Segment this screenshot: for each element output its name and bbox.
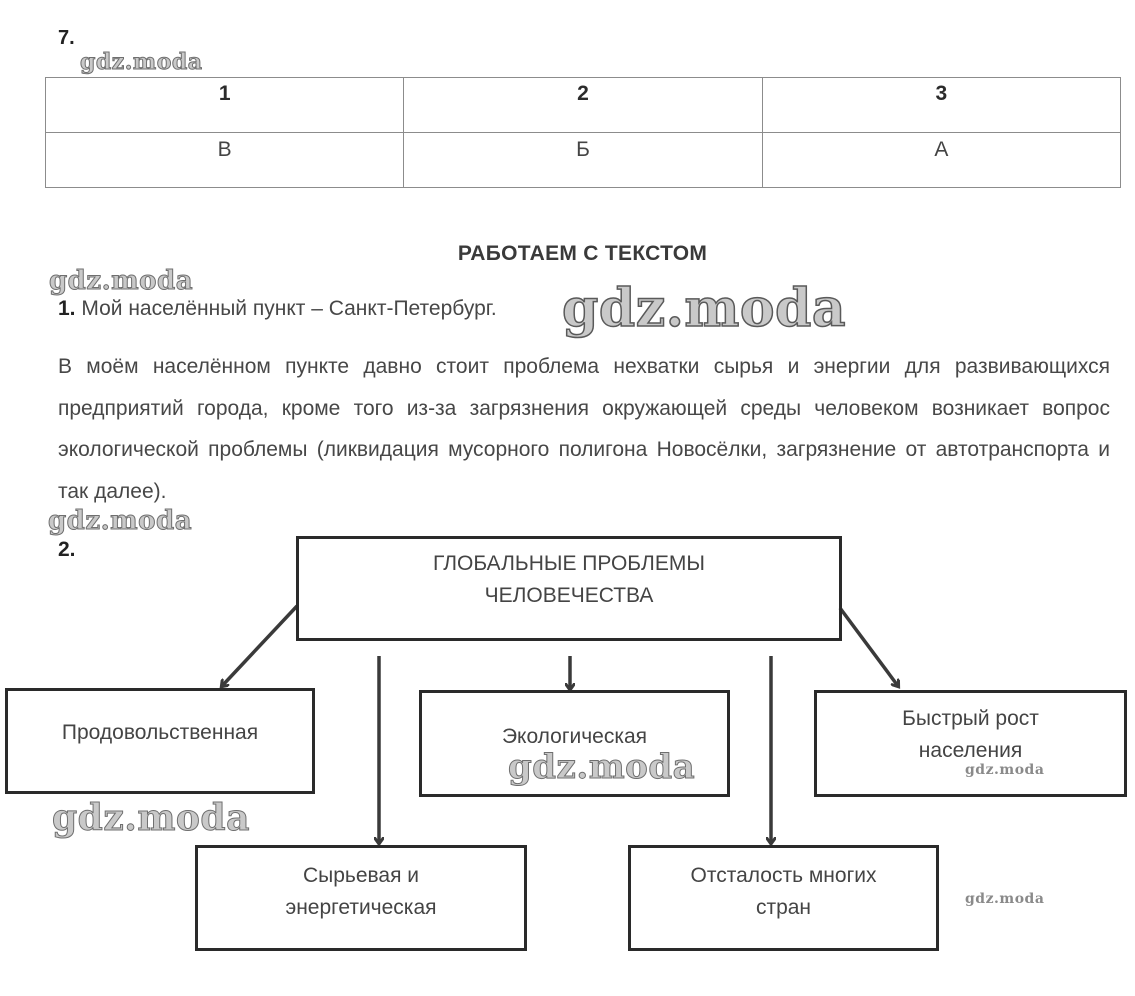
item-2-number: 2. [58,538,76,561]
watermark: gdz.moda [48,506,193,536]
table-header-cell: 1 [46,78,404,133]
diagram-root-label: ГЛОБАЛЬНЫЕ ПРОБЛЕМЫ ЧЕЛОВЕЧЕСТВА [433,552,705,607]
diagram-node-backwardness [628,845,939,951]
section-title: РАБОТАЕМ С ТЕКСТОМ [457,242,708,265]
arrow-food [222,606,297,686]
diagram-node-population [814,690,1127,797]
diagram-node-label: Быстрый рост населения [902,707,1039,762]
watermark: gdz.moda [80,49,203,75]
item-1-number: 1. [58,297,76,320]
diagram-node-label: Сырьевая и энергетическая [285,864,437,919]
table-cell: В [46,133,404,188]
watermark: gdz.moda [965,762,1045,778]
watermark: gdz.moda [52,797,250,839]
table-cell: Б [404,133,762,188]
table-cell: А [762,133,1120,188]
arrow-population [840,608,898,686]
diagram-root-box [296,536,842,641]
task-7-number: 7. [58,27,75,49]
diagram-node-label: Экологическая [501,725,648,748]
diagram-node-label: Отсталость многих стран [690,864,877,919]
item-1-text: Мой населённый пункт – Санкт-Петербург. [75,297,497,320]
diagram-node-resource [195,845,527,951]
watermark: gdz.moda [965,891,1045,907]
diagram-node-label: Продовольственная [61,721,259,744]
item-1-paragraph: В моём населённом пункте давно стоит проблема нехватки сырья и энергии для развивающихся предприятий города, кроме того из-за загрязнения окружающей среды человеком возникает вопрос экологической проблемы (ликвидация мусорного полигона Новосёлки, загрязнение от автотранспорта и так далее). [58,355,1110,503]
table-header-cell: 3 [762,78,1120,133]
watermark: gdz.moda [562,278,847,339]
diagram-node-food [5,688,315,794]
watermark: gdz.moda [49,266,194,296]
watermark: gdz.moda [508,747,696,787]
table-header-cell: 2 [404,78,762,133]
